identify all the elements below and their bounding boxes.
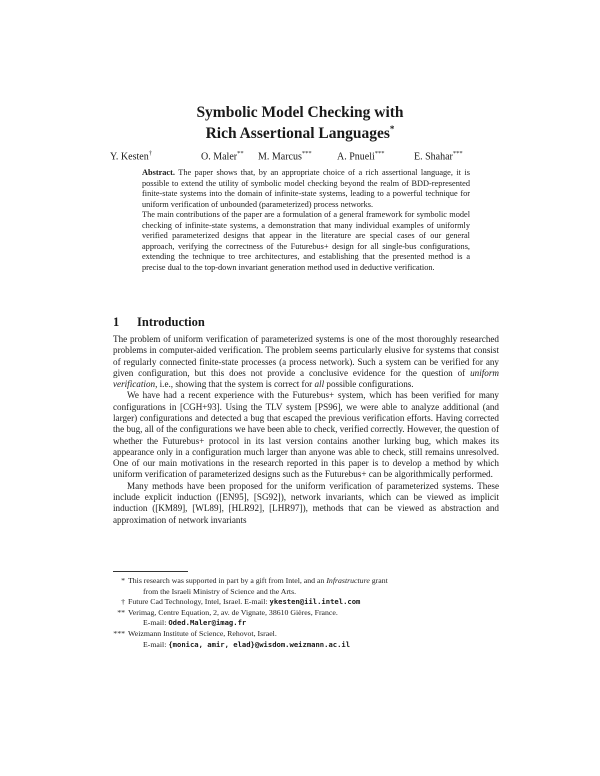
title-line-2: Rich Assertional Languages (205, 125, 390, 143)
section-title: Introduction (137, 315, 205, 329)
body-text (113, 334, 499, 526)
author: A. Pnueli*** (337, 150, 385, 163)
abstract-label: Abstract. (142, 168, 175, 177)
email-address: Oded.Maler@imag.fr (168, 618, 247, 628)
footnote: ** Verimag, Centre Equation, 2, av. de Vignate, 38610 Gières, France. (117, 607, 338, 617)
title-footnote-mark: * (389, 124, 395, 134)
paragraph: The problem of uniform verification of parameterized systems is one of the most thoroughly researched problems in computer-aided verification. The problem seems particularly elusive for systems that consist of regularly connected finite-state processes (a process network). Such a system can be verified for any given configuration, but this does not provide a conclusive evidence for the question of uniform verification, i.e., showing that the system is correct for all possible configurations. (113, 334, 499, 390)
email-address: ykesten@iil.intel.com (269, 597, 361, 607)
paper-title (0, 104, 600, 142)
paragraph: Many methods have been proposed for the uniform verification of parameterized systems. These include explicit induction ([EN95], [SG92]), network invariants, which can be viewed as implicit induction ([KM89], [WL89], [HLR92], [LHR97]), methods that can be viewed as abstraction and approximation of network invariants (113, 480, 499, 525)
footnote: † Future Cad Technology, Intel, Israel. E-mail: ykesten@iil.intel.com (121, 597, 361, 607)
paragraph: We have had a recent experience with the Futurebus+ system, which has been verified for many configurations in [CGH+93]. Using the TLV system [PS96], we were able to analyze additional (and larger) configurations and detected a bug that escaped the previous verification efforts. Having corrected the bug, all of the configurations we have been able to check, verified correctly. However, the question of whether the Futurebus+ protocol in its last version contains another lurking bug, which makes its appearance only in a configuration much larger than anyone was able to check, still remains unresolved. One of our main motivations in the research reported in this paper is to develop a method by which uniform verification of parameterized designs such as the Futurebus+ can be algorithmically performed. (113, 390, 499, 480)
footnote-rule (113, 571, 188, 572)
footnotes (113, 576, 499, 650)
author-list (110, 150, 502, 164)
footnote-continuation: from the Israeli Ministry of Science and the Arts. (143, 586, 297, 596)
abstract-paragraph-1: Abstract. The paper shows that, by an appropriate choice of a rich assertional language, it is possible to extend the utility of symbolic model checking beyond the realm of BDD-represented finite-state systems into the domain of infinite-state systems, leading to a powerful technique for uniform verification of unbounded (parameterized) process networks. (142, 168, 470, 209)
title-line-1: Symbolic Model Checking with (196, 104, 404, 121)
footnote-continuation: E-mail: {monica, amir, elad}@wisdom.weizmann.ac.il (143, 639, 351, 649)
footnote-continuation: E-mail: Oded.Maler@imag.fr (143, 618, 247, 628)
author: Y. Kesten† (110, 150, 152, 163)
section-heading (113, 315, 205, 330)
email-address: {monica, amir, elad}@wisdom.weizmann.ac.il (168, 639, 351, 649)
author: M. Marcus*** (258, 150, 312, 163)
section-number: 1 (113, 315, 120, 329)
abstract-paragraph-2: The main contributions of the paper are a formulation of a general framework for symbolic model checking of infinite-state systems, a demonstration that many individual examples of uniformly verified parameterized designs that appear in the literature are special cases of our general approach, verifying the correctness of the Futurebus+ design for all single-bus configurations, extending the technique to tree architectures, and establishing that the presented method is a precise dual to the top-down invariant generation method used in deductive verification. (142, 210, 470, 272)
author: E. Shahar*** (414, 150, 463, 163)
footnote: * This research was supported in part by a gift from Intel, and an Infrastructure grant (121, 576, 388, 585)
abstract (142, 168, 470, 273)
author: O. Maler** (201, 150, 244, 163)
footnote: *** Weizmann Institute of Science, Rehovot, Israel. (113, 628, 277, 638)
